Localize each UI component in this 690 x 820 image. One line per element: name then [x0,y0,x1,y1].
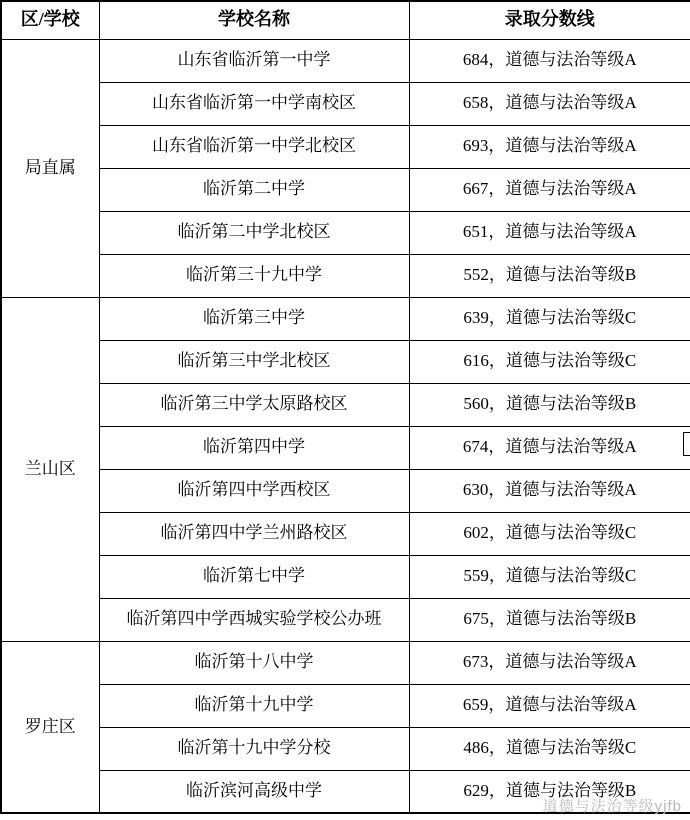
table-row [1,469,690,512]
score-cell: 616，道德与法治等级C [409,340,690,383]
score-cell: 659，道德与法治等级A [409,684,690,727]
score-cell: 693，道德与法治等级A [409,125,690,168]
table-row [1,125,690,168]
school-name-cell: 临沂第四中学兰州路校区 [99,512,409,555]
school-name-cell: 临沂滨河高级中学 [99,770,409,813]
score-cell: 667，道德与法治等级A [409,168,690,211]
district-cell: 局直属 [1,39,99,297]
table-row [1,297,690,340]
score-cell: 629，道德与法治等级B [409,770,690,813]
table-row [1,254,690,297]
score-cell: 559，道德与法治等级C [409,555,690,598]
page-edge-marker [683,432,690,456]
school-name-cell: 临沂第七中学 [99,555,409,598]
table-row [1,39,690,82]
score-cell: 658，道德与法治等级A [409,82,690,125]
school-name-cell: 临沂第十八中学 [99,641,409,684]
table-header-row [1,1,690,39]
score-cell: 651，道德与法治等级A [409,211,690,254]
column-header-school: 学校名称 [99,1,409,39]
table-row [1,598,690,641]
school-name-cell: 临沂第三十九中学 [99,254,409,297]
school-name-cell: 临沂第三中学太原路校区 [99,383,409,426]
school-name-cell: 山东省临沂第一中学北校区 [99,125,409,168]
table-row [1,770,690,813]
score-cell: 639，道德与法治等级C [409,297,690,340]
table-row [1,168,690,211]
score-cell: 486，道德与法治等级C [409,727,690,770]
school-name-cell: 山东省临沂第一中学 [99,39,409,82]
school-name-cell: 临沂第十九中学 [99,684,409,727]
school-name-cell: 临沂第二中学 [99,168,409,211]
score-cell: 675，道德与法治等级B [409,598,690,641]
table-row [1,383,690,426]
table-body [1,39,690,813]
table-row [1,512,690,555]
school-name-cell: 临沂第四中学西城实验学校公办班 [99,598,409,641]
district-cell: 罗庄区 [1,641,99,813]
school-name-cell: 山东省临沂第一中学南校区 [99,82,409,125]
table-row [1,684,690,727]
watermark-text: 道德与法治等级yjfb [542,798,682,815]
school-name-cell: 临沂第十九中学分校 [99,727,409,770]
table-row [1,211,690,254]
school-name-cell: 临沂第三中学北校区 [99,340,409,383]
table-row [1,641,690,684]
score-cell: 602，道德与法治等级C [409,512,690,555]
table-row [1,82,690,125]
score-cell: 630，道德与法治等级A [409,469,690,512]
school-name-cell: 临沂第四中学 [99,426,409,469]
score-cell: 560，道德与法治等级B [409,383,690,426]
column-header-score: 录取分数线 [409,1,690,39]
score-cell: 552，道德与法治等级B [409,254,690,297]
table-header [1,1,690,39]
school-name-cell: 临沂第三中学 [99,297,409,340]
school-name-cell: 临沂第四中学西校区 [99,469,409,512]
table-row [1,555,690,598]
column-header-district: 区/学校 [1,1,99,39]
score-cell: 673，道德与法治等级A [409,641,690,684]
table-row [1,426,690,469]
score-cell: 684，道德与法治等级A [409,39,690,82]
district-cell: 兰山区 [1,297,99,641]
table-row [1,727,690,770]
score-cell: 674，道德与法治等级A [409,426,690,469]
table-row [1,340,690,383]
school-name-cell: 临沂第二中学北校区 [99,211,409,254]
